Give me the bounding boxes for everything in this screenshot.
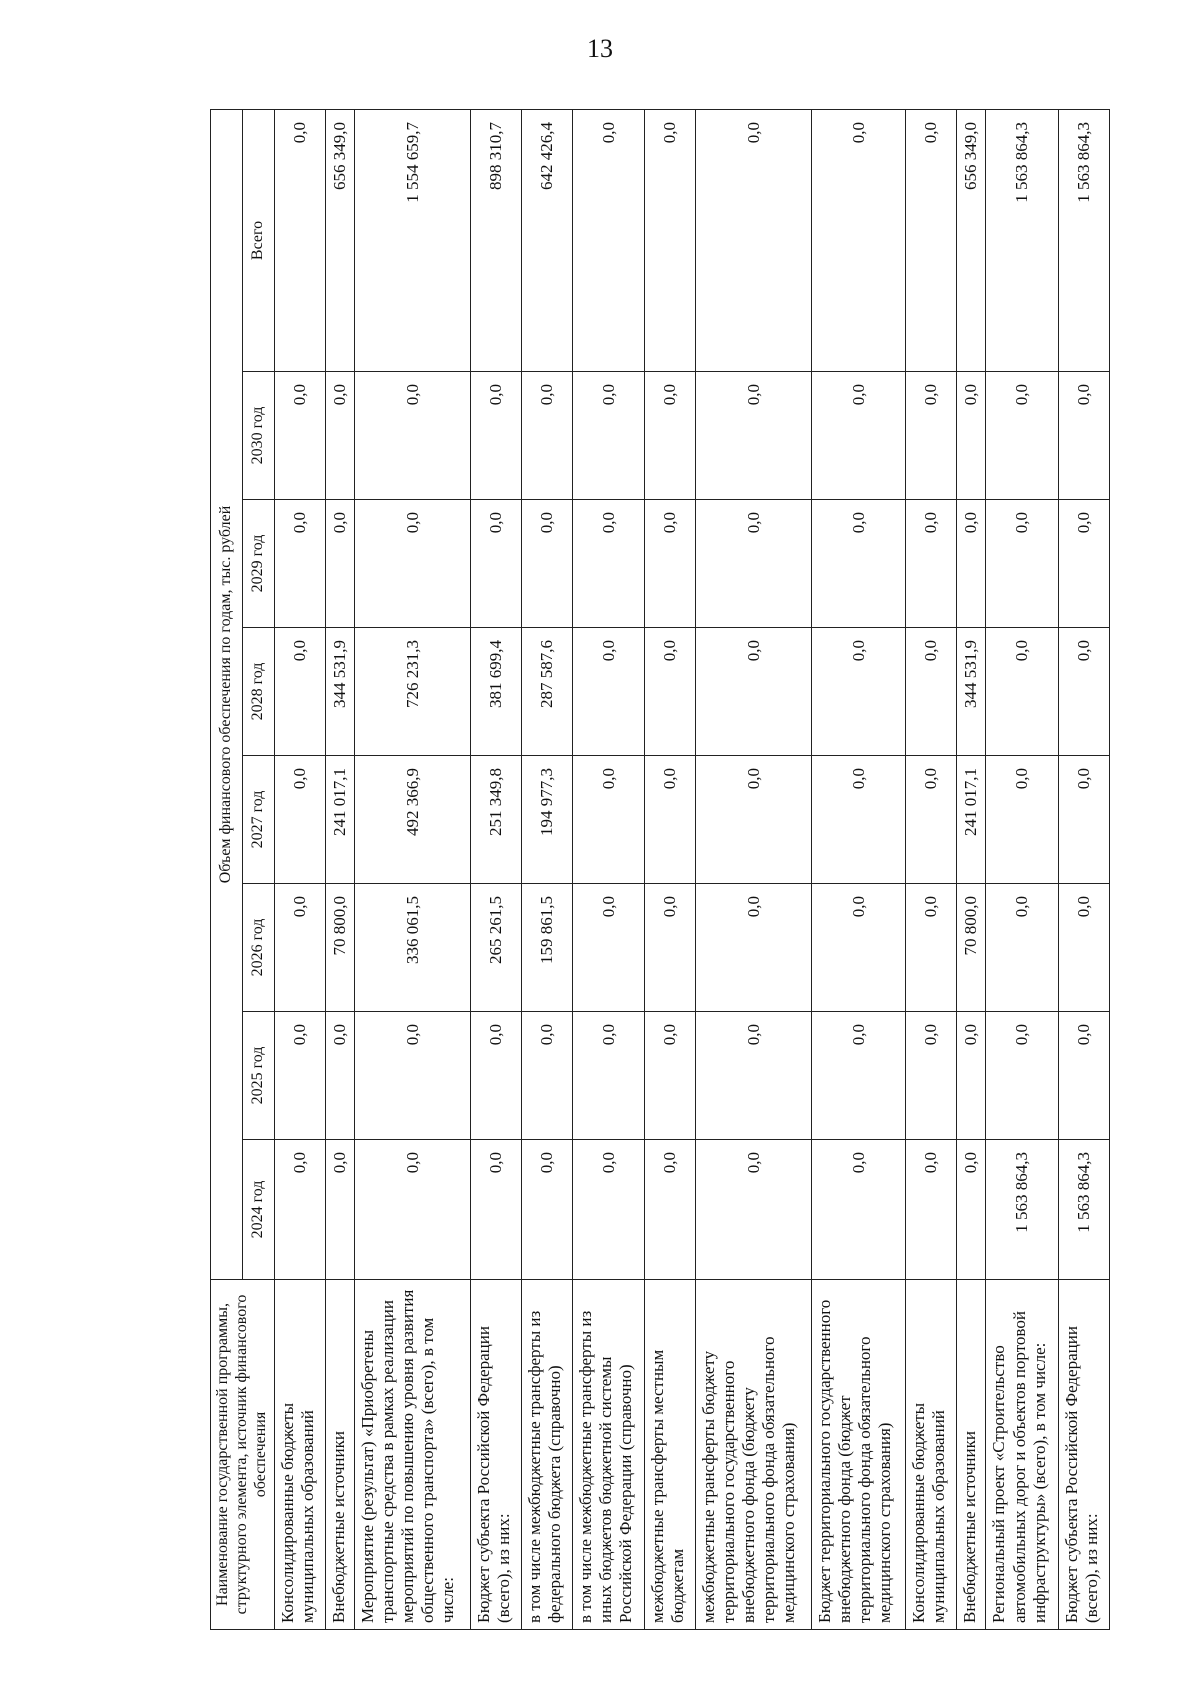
row-year-value: 0,0 [906, 372, 957, 500]
row-year-value: 0,0 [645, 372, 696, 500]
row-name: Бюджет субъекта Российской Федерации (всего), из них: [471, 1280, 522, 1630]
row-year-value: 0,0 [275, 1140, 326, 1280]
row-year-value: 0,0 [986, 1012, 1059, 1140]
row-year-value: 0,0 [471, 1140, 522, 1280]
row-year-value: 0,0 [906, 628, 957, 756]
row-year-value: 0,0 [471, 372, 522, 500]
row-total-value: 0,0 [812, 109, 906, 371]
rotated-table-wrapper [210, 110, 1110, 1630]
row-year-value: 0,0 [275, 628, 326, 756]
row-year-value: 251 349,8 [471, 756, 522, 884]
row-year-value: 241 017,1 [325, 756, 354, 884]
table-row [572, 109, 645, 1629]
row-year-value: 0,0 [521, 372, 572, 500]
row-name: в том числе межбюджетные трансферты из иных бюджетов бюджетной системы Российской Федерации (справочно) [572, 1280, 645, 1630]
row-name: межбюджетные трансферты местным бюджетам [645, 1280, 696, 1630]
row-year-value: 0,0 [471, 500, 522, 628]
row-year-value: 0,0 [275, 372, 326, 500]
table-row [906, 109, 957, 1629]
row-year-value: 0,0 [355, 372, 471, 500]
table-body [275, 109, 1110, 1629]
row-year-value: 0,0 [572, 1012, 645, 1140]
row-year-value: 0,0 [572, 884, 645, 1012]
row-year-value: 0,0 [812, 1140, 906, 1280]
row-year-value: 70 800,0 [325, 884, 354, 1012]
row-year-value: 0,0 [986, 500, 1059, 628]
row-year-value: 0,0 [1059, 372, 1110, 500]
row-year-value: 241 017,1 [957, 756, 986, 884]
row-total-value: 1 554 659,7 [355, 109, 471, 371]
row-year-value: 0,0 [355, 1012, 471, 1140]
row-name: Консолидированные бюджеты муниципальных образований [906, 1280, 957, 1630]
row-total-value: 0,0 [572, 109, 645, 371]
row-year-value: 1 563 864,3 [1059, 1140, 1110, 1280]
header-total: Всего [243, 109, 275, 371]
table-row [812, 109, 906, 1629]
row-year-value: 0,0 [986, 884, 1059, 1012]
row-year-value: 0,0 [572, 1140, 645, 1280]
row-year-value: 265 261,5 [471, 884, 522, 1012]
row-year-value: 0,0 [986, 372, 1059, 500]
row-year-value: 0,0 [1059, 756, 1110, 884]
row-total-value: 656 349,0 [957, 109, 986, 371]
table-row [957, 109, 986, 1629]
row-year-value: 1 563 864,3 [986, 1140, 1059, 1280]
row-year-value: 0,0 [812, 884, 906, 1012]
row-year-value: 0,0 [645, 500, 696, 628]
row-year-value: 70 800,0 [957, 884, 986, 1012]
row-year-value: 0,0 [696, 756, 812, 884]
table-row [325, 109, 354, 1629]
row-year-value: 0,0 [275, 1012, 326, 1140]
header-row-top [211, 109, 243, 1629]
row-name: Консолидированные бюджеты муниципальных образований [275, 1280, 326, 1630]
row-year-value: 0,0 [696, 628, 812, 756]
row-year-value: 0,0 [275, 500, 326, 628]
row-name: Бюджет территориального государственного внебюджетного фонда (бюджет территориального фонда обязательного медицинского страхования) [812, 1280, 906, 1630]
row-year-value: 0,0 [957, 500, 986, 628]
header-name-col: Наименование государственной программы, структурного элемента, источник финансового обеспечения [211, 1280, 275, 1630]
table-row [471, 109, 522, 1629]
row-total-value: 1 563 864,3 [986, 109, 1059, 371]
row-year-value: 0,0 [355, 1140, 471, 1280]
row-year-value: 0,0 [906, 500, 957, 628]
row-total-value: 0,0 [696, 109, 812, 371]
row-year-value: 0,0 [906, 884, 957, 1012]
row-total-value: 642 426,4 [521, 109, 572, 371]
row-year-value: 0,0 [325, 1140, 354, 1280]
row-year-value: 159 861,5 [521, 884, 572, 1012]
header-year: 2029 год [243, 500, 275, 628]
row-name: Бюджет субъекта Российской Федерации (всего), из них: [1059, 1280, 1110, 1630]
row-year-value: 0,0 [521, 1012, 572, 1140]
row-year-value: 0,0 [572, 628, 645, 756]
row-year-value: 194 977,3 [521, 756, 572, 884]
table-row [275, 109, 326, 1629]
row-year-value: 0,0 [1059, 884, 1110, 1012]
row-year-value: 0,0 [696, 1140, 812, 1280]
row-name: Внебюджетные источники [325, 1280, 354, 1630]
row-year-value: 0,0 [325, 372, 354, 500]
row-name: Мероприятие (результат) «Приобретены транспортные средства в рамках реализации мероприятий по повышению уровня развития общественного транспорта» (всего), в том числе: [355, 1280, 471, 1630]
row-year-value: 0,0 [906, 1012, 957, 1140]
header-year: 2028 год [243, 628, 275, 756]
row-year-value: 0,0 [957, 372, 986, 500]
row-year-value: 0,0 [696, 884, 812, 1012]
table-row [986, 109, 1059, 1629]
header-volume-group: Объем финансового обеспечения по годам, тыс. рублей [211, 109, 243, 1279]
row-year-value: 0,0 [521, 500, 572, 628]
row-year-value: 0,0 [275, 884, 326, 1012]
row-year-value: 0,0 [1059, 628, 1110, 756]
row-year-value: 0,0 [1059, 500, 1110, 628]
row-year-value: 0,0 [812, 756, 906, 884]
row-year-value: 0,0 [471, 1012, 522, 1140]
table-row [696, 109, 812, 1629]
row-year-value: 0,0 [906, 756, 957, 884]
header-year: 2024 год [243, 1140, 275, 1280]
row-year-value: 0,0 [812, 500, 906, 628]
header-year: 2030 год [243, 372, 275, 500]
row-year-value: 0,0 [645, 756, 696, 884]
row-year-value: 0,0 [986, 756, 1059, 884]
row-total-value: 0,0 [275, 109, 326, 371]
page-number: 13 [587, 34, 613, 63]
row-year-value: 344 531,9 [325, 628, 354, 756]
row-year-value: 336 061,5 [355, 884, 471, 1012]
row-year-value: 0,0 [696, 500, 812, 628]
row-total-value: 656 349,0 [325, 109, 354, 371]
row-year-value: 0,0 [572, 756, 645, 884]
row-year-value: 287 587,6 [521, 628, 572, 756]
row-year-value: 0,0 [957, 1140, 986, 1280]
row-total-value: 0,0 [906, 109, 957, 371]
row-year-value: 0,0 [645, 1012, 696, 1140]
row-year-value: 0,0 [355, 500, 471, 628]
row-year-value: 0,0 [696, 372, 812, 500]
row-year-value: 0,0 [696, 1012, 812, 1140]
row-total-value: 1 563 864,3 [1059, 109, 1110, 371]
row-name: Региональный проект «Строительство автомобильных дорог и объектов портовой инфраструктуры» (всего), в том числе: [986, 1280, 1059, 1630]
row-year-value: 381 699,4 [471, 628, 522, 756]
row-year-value: 0,0 [812, 628, 906, 756]
row-year-value: 0,0 [325, 500, 354, 628]
table-row [355, 109, 471, 1629]
row-name: в том числе межбюджетные трансферты из федерального бюджета (справочно) [521, 1280, 572, 1630]
row-year-value: 344 531,9 [957, 628, 986, 756]
header-year: 2027 год [243, 756, 275, 884]
row-year-value: 0,0 [645, 1140, 696, 1280]
table-row [645, 109, 696, 1629]
row-name: Внебюджетные источники [957, 1280, 986, 1630]
row-year-value: 0,0 [521, 1140, 572, 1280]
row-year-value: 0,0 [906, 1140, 957, 1280]
row-year-value: 726 231,3 [355, 628, 471, 756]
row-total-value: 0,0 [645, 109, 696, 371]
row-year-value: 0,0 [812, 372, 906, 500]
row-year-value: 0,0 [986, 628, 1059, 756]
row-year-value: 0,0 [812, 1012, 906, 1140]
row-year-value: 0,0 [325, 1012, 354, 1140]
row-year-value: 0,0 [1059, 1012, 1110, 1140]
table-row [521, 109, 572, 1629]
table-row [1059, 109, 1110, 1629]
header-year: 2025 год [243, 1012, 275, 1140]
rotated-table-frame [210, 110, 1110, 1630]
header-year: 2026 год [243, 884, 275, 1012]
row-name: межбюджетные трансферты бюджету территориального государственного внебюджетного фонда (бюджету территориального фонда обязательного медицинского страхования) [696, 1280, 812, 1630]
funding-table [210, 109, 1110, 1630]
row-year-value: 0,0 [572, 500, 645, 628]
row-year-value: 0,0 [275, 756, 326, 884]
row-year-value: 0,0 [645, 884, 696, 1012]
row-year-value: 492 366,9 [355, 756, 471, 884]
row-year-value: 0,0 [645, 628, 696, 756]
row-total-value: 898 310,7 [471, 109, 522, 371]
row-year-value: 0,0 [957, 1012, 986, 1140]
row-year-value: 0,0 [572, 372, 645, 500]
